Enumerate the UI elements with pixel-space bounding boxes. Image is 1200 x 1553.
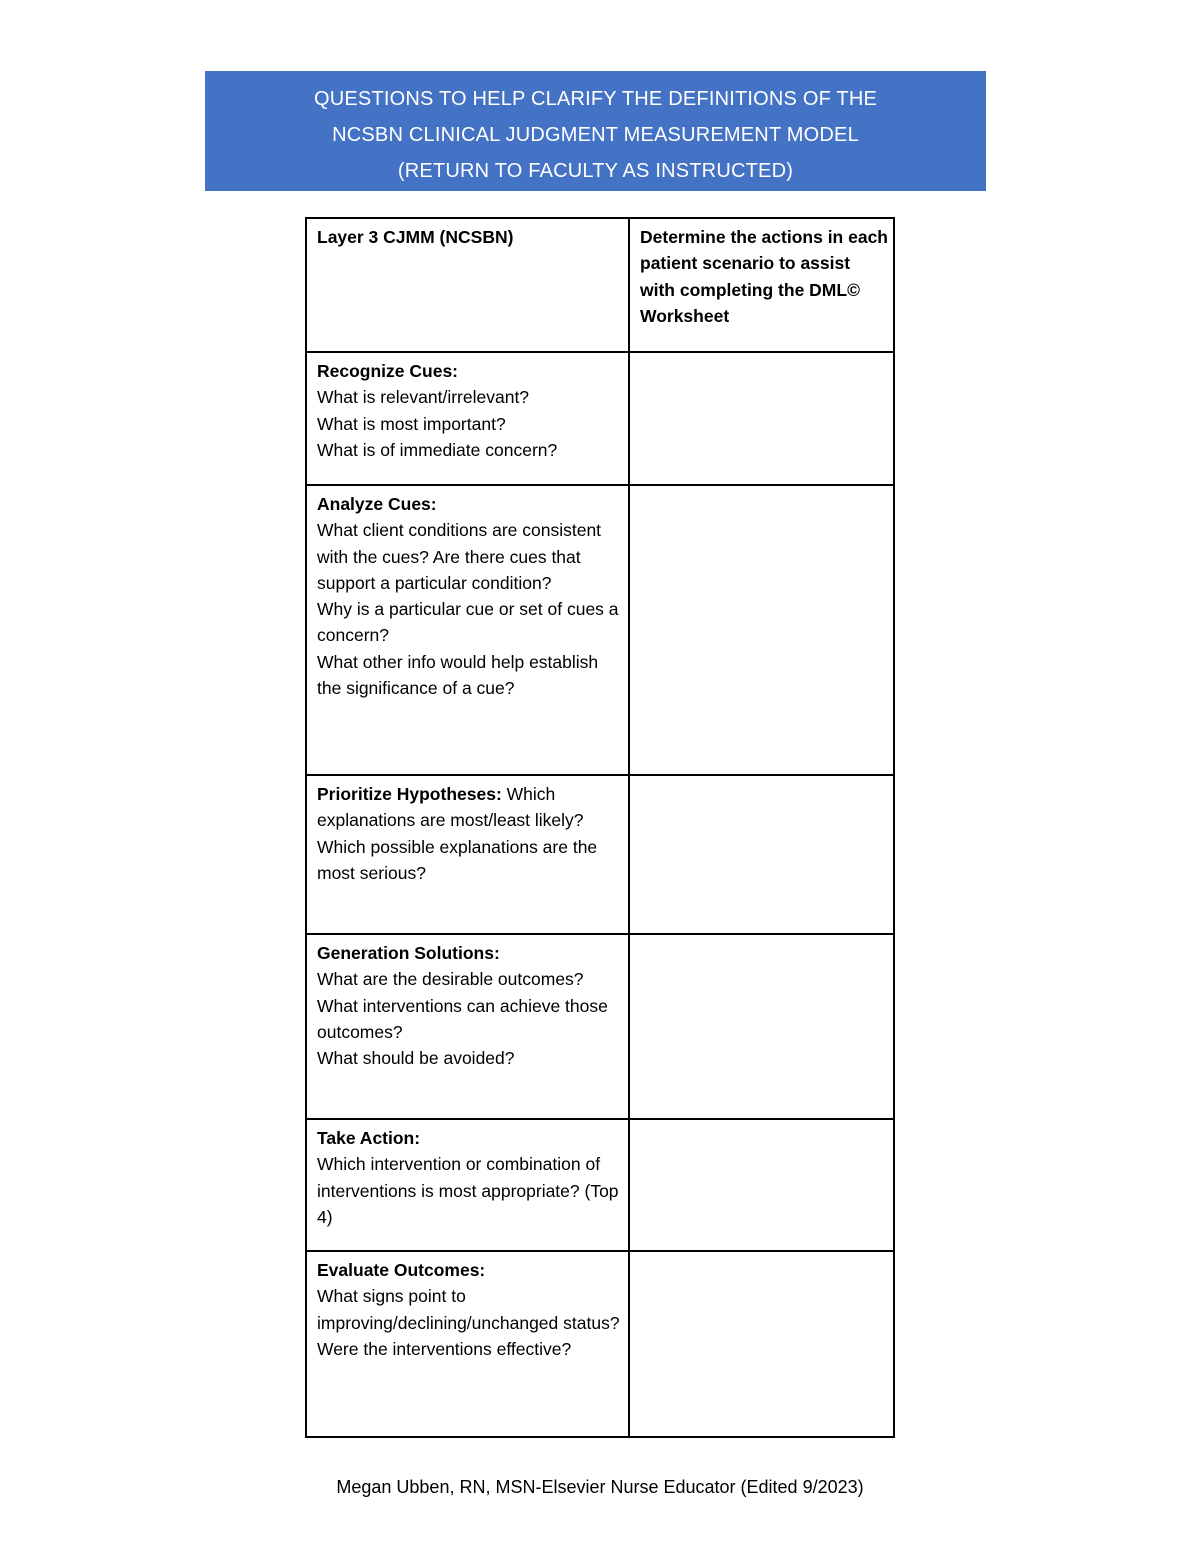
- footer-credit: Megan Ubben, RN, MSN-Elsevier Nurse Educator (Edited 9/2023): [336, 1477, 864, 1497]
- prioritize-hypotheses-answer-cell[interactable]: [629, 775, 894, 934]
- row-title: Evaluate Outcomes:: [317, 1260, 486, 1280]
- cjmm-table: [305, 217, 895, 1438]
- row-question: What is of immediate concern?: [317, 439, 558, 460]
- column-header-layer: Layer 3 CJMM (NCSBN): [306, 218, 629, 352]
- title-line-2: NCSBN CLINICAL JUDGMENT MEASUREMENT MODEL: [332, 124, 859, 146]
- row-question: Were the interventions effective?: [317, 1338, 572, 1359]
- title-line-1: QUESTIONS TO HELP CLARIFY THE DEFINITIONS OF THE: [313, 88, 878, 110]
- prioritize-hypotheses-cell: [306, 775, 629, 934]
- table-row-take-action: [306, 1119, 894, 1251]
- title-line-3: (RETURN TO FACULTY AS INSTRUCTED): [397, 160, 794, 182]
- table-header-row: [306, 218, 894, 352]
- row-question: Why is a particular cue or set of cues a concern?: [317, 599, 619, 646]
- column-header-actions: Determine the actions in each patient scenario to assist with completing the DML© Worksheet: [629, 218, 894, 352]
- row-question: Which intervention or combination of interventions is most appropriate? (Top 4): [317, 1154, 619, 1227]
- row-question: What other info would help establish the significance of a cue?: [317, 651, 599, 699]
- take-action-answer-cell[interactable]: [629, 1119, 894, 1251]
- row-question: What should be avoided?: [317, 1048, 515, 1069]
- table-row-recognize-cues: [306, 352, 894, 485]
- analyze-cues-answer-cell[interactable]: [629, 485, 894, 775]
- row-question: What client conditions are consistent with the cues? Are there cues that support a particular condition?: [317, 520, 602, 593]
- row-title: Generation Solutions:: [317, 943, 500, 963]
- row-title: Recognize Cues:: [317, 361, 458, 381]
- row-question: What signs point to improving/declining/unchanged status?: [317, 1286, 620, 1333]
- row-title: Prioritize Hypotheses:: [317, 784, 502, 804]
- row-question: What are the desirable outcomes?: [317, 969, 584, 990]
- table-row-prioritize-hypotheses: [306, 775, 894, 934]
- analyze-cues-cell: [306, 485, 629, 775]
- row-title-line: [317, 781, 624, 834]
- row-question: What is most important?: [317, 413, 506, 434]
- generation-solutions-answer-cell[interactable]: [629, 934, 894, 1119]
- row-title: Analyze Cues:: [317, 494, 437, 514]
- table-row-evaluate-outcomes: [306, 1251, 894, 1437]
- table-row-generation-solutions: [306, 934, 894, 1119]
- take-action-cell: [306, 1119, 629, 1251]
- row-question: Which possible explanations are the most serious?: [317, 836, 598, 883]
- table-row-analyze-cues: [306, 485, 894, 775]
- evaluate-outcomes-answer-cell[interactable]: [629, 1251, 894, 1437]
- row-title: Take Action:: [317, 1128, 421, 1148]
- row-question: What is relevant/irrelevant?: [317, 387, 530, 408]
- row-title-suffix: Which explanations are most/least likely?: [317, 784, 584, 831]
- evaluate-outcomes-cell: [306, 1251, 629, 1437]
- generation-solutions-cell: [306, 934, 629, 1119]
- row-question: What interventions can achieve those outcomes?: [317, 995, 608, 1042]
- recognize-cues-answer-cell[interactable]: [629, 352, 894, 485]
- title-banner: [205, 71, 986, 191]
- recognize-cues-cell: [306, 352, 629, 485]
